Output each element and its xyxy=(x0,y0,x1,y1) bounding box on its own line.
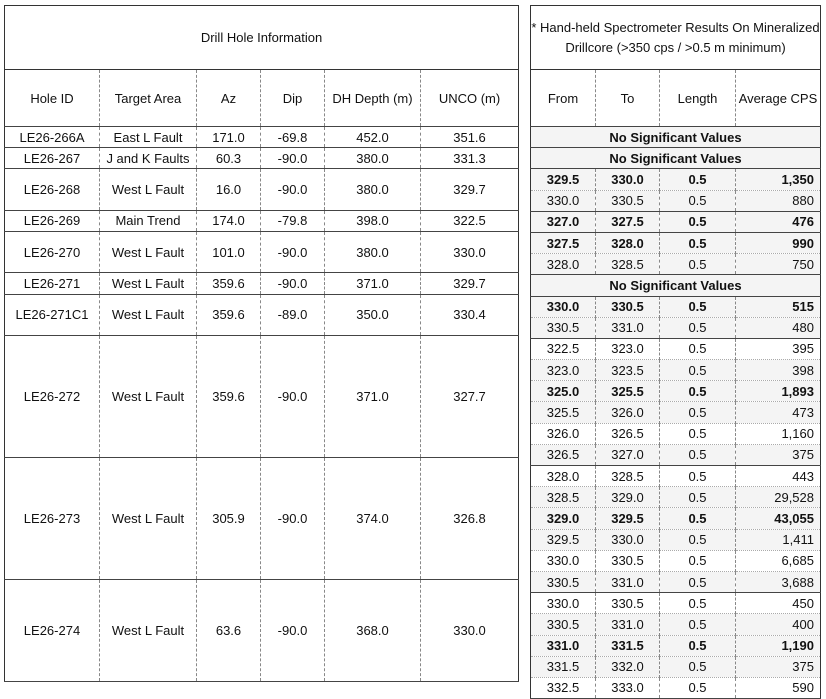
result-row xyxy=(531,614,821,635)
result-cps: 450 xyxy=(736,593,821,614)
result-length: 0.5 xyxy=(660,338,736,359)
result-cps: 473 xyxy=(736,402,821,423)
result-to: 329.5 xyxy=(596,508,660,529)
table-cell: 63.6 xyxy=(197,580,261,682)
table-cell: West L Fault xyxy=(100,294,197,335)
result-cps: 443 xyxy=(736,466,821,487)
table-cell: 101.0 xyxy=(197,231,261,272)
result-cps: 375 xyxy=(736,444,821,465)
table-cell: LE26-271C1 xyxy=(5,294,100,335)
result-cps: 1,160 xyxy=(736,423,821,444)
column-header: Length xyxy=(660,70,736,127)
spectrometer-title: * Hand-held Spectrometer Results On Mineralized Drillcore (>350 cps / >0.5 m minimum) xyxy=(531,6,821,70)
result-length: 0.5 xyxy=(660,423,736,444)
table-row xyxy=(531,127,821,148)
no-significant-values: No Significant Values xyxy=(531,275,821,296)
result-to: 330.5 xyxy=(596,593,660,614)
table-row xyxy=(531,148,821,169)
result-row xyxy=(531,677,821,698)
result-from: 331.5 xyxy=(531,656,596,677)
result-length: 0.5 xyxy=(660,656,736,677)
table-cell: West L Fault xyxy=(100,231,197,272)
table-cell: West L Fault xyxy=(100,580,197,682)
result-from: 325.0 xyxy=(531,381,596,402)
result-row xyxy=(531,423,821,444)
result-from: 330.5 xyxy=(531,614,596,635)
result-from: 331.0 xyxy=(531,635,596,656)
result-from: 326.5 xyxy=(531,444,596,465)
result-cps: 476 xyxy=(736,211,821,232)
header-row xyxy=(531,70,821,127)
result-from: 326.0 xyxy=(531,423,596,444)
no-significant-values: No Significant Values xyxy=(531,148,821,169)
result-cps: 480 xyxy=(736,317,821,338)
table-cell: East L Fault xyxy=(100,127,197,148)
result-length: 0.5 xyxy=(660,614,736,635)
table-cell: West L Fault xyxy=(100,458,197,580)
result-cps: 750 xyxy=(736,254,821,275)
table-cell: 380.0 xyxy=(325,169,421,210)
result-from: 330.0 xyxy=(531,296,596,317)
column-header: Dip xyxy=(261,70,325,127)
result-row xyxy=(531,360,821,381)
table-cell: 60.3 xyxy=(197,148,261,169)
column-header: UNCO (m) xyxy=(421,70,519,127)
result-from: 323.0 xyxy=(531,360,596,381)
result-length: 0.5 xyxy=(660,232,736,253)
result-length: 0.5 xyxy=(660,487,736,508)
column-header: Az xyxy=(197,70,261,127)
table-cell: -90.0 xyxy=(261,148,325,169)
result-to: 331.0 xyxy=(596,571,660,592)
result-to: 327.5 xyxy=(596,211,660,232)
table-cell: -69.8 xyxy=(261,127,325,148)
table-cell: 174.0 xyxy=(197,210,261,231)
result-row xyxy=(531,211,821,232)
table-cell: 330.0 xyxy=(421,231,519,272)
result-to: 330.0 xyxy=(596,169,660,190)
result-to: 327.0 xyxy=(596,444,660,465)
table-cell: 331.3 xyxy=(421,148,519,169)
result-cps: 515 xyxy=(736,296,821,317)
header-row xyxy=(5,70,519,127)
result-from: 325.5 xyxy=(531,402,596,423)
result-row xyxy=(531,635,821,656)
result-length: 0.5 xyxy=(660,571,736,592)
drill-hole-title: Drill Hole Information xyxy=(5,6,519,70)
result-to: 330.5 xyxy=(596,190,660,211)
result-length: 0.5 xyxy=(660,402,736,423)
table-cell: LE26-274 xyxy=(5,580,100,682)
table-cell: 330.4 xyxy=(421,294,519,335)
table-cell: 380.0 xyxy=(325,231,421,272)
result-row xyxy=(531,656,821,677)
table-cell: 371.0 xyxy=(325,273,421,294)
result-to: 325.5 xyxy=(596,381,660,402)
result-row xyxy=(531,169,821,190)
table-cell: 322.5 xyxy=(421,210,519,231)
result-row xyxy=(531,487,821,508)
result-cps: 990 xyxy=(736,232,821,253)
table-cell: -90.0 xyxy=(261,335,325,457)
table-cell: LE26-266A xyxy=(5,127,100,148)
result-length: 0.5 xyxy=(660,444,736,465)
table-cell: LE26-273 xyxy=(5,458,100,580)
table-cell: 16.0 xyxy=(197,169,261,210)
result-length: 0.5 xyxy=(660,677,736,698)
result-cps: 1,411 xyxy=(736,529,821,550)
table-row xyxy=(5,273,519,294)
table-cell: -90.0 xyxy=(261,273,325,294)
result-cps: 6,685 xyxy=(736,550,821,571)
table-cell: 171.0 xyxy=(197,127,261,148)
table-cell: LE26-270 xyxy=(5,231,100,272)
table-cell: -90.0 xyxy=(261,169,325,210)
result-cps: 400 xyxy=(736,614,821,635)
result-length: 0.5 xyxy=(660,254,736,275)
result-from: 330.0 xyxy=(531,593,596,614)
result-row xyxy=(531,529,821,550)
table-row xyxy=(5,169,519,210)
table-cell: 452.0 xyxy=(325,127,421,148)
table-cell: LE26-272 xyxy=(5,335,100,457)
result-to: 330.0 xyxy=(596,529,660,550)
table-cell: -89.0 xyxy=(261,294,325,335)
table-cell: -90.0 xyxy=(261,580,325,682)
result-to: 332.0 xyxy=(596,656,660,677)
result-to: 323.5 xyxy=(596,360,660,381)
result-to: 331.0 xyxy=(596,614,660,635)
result-row xyxy=(531,296,821,317)
result-from: 328.0 xyxy=(531,466,596,487)
table-cell: 368.0 xyxy=(325,580,421,682)
table-cell: 326.8 xyxy=(421,458,519,580)
result-row xyxy=(531,550,821,571)
result-row xyxy=(531,254,821,275)
no-significant-values: No Significant Values xyxy=(531,127,821,148)
result-from: 327.0 xyxy=(531,211,596,232)
result-cps: 1,190 xyxy=(736,635,821,656)
result-length: 0.5 xyxy=(660,360,736,381)
result-row xyxy=(531,317,821,338)
result-from: 329.5 xyxy=(531,529,596,550)
table-cell: LE26-268 xyxy=(5,169,100,210)
result-to: 328.5 xyxy=(596,254,660,275)
result-cps: 590 xyxy=(736,677,821,698)
result-from: 329.0 xyxy=(531,508,596,529)
result-length: 0.5 xyxy=(660,169,736,190)
table-row xyxy=(5,210,519,231)
result-from: 322.5 xyxy=(531,338,596,359)
result-row xyxy=(531,190,821,211)
column-header: From xyxy=(531,70,596,127)
table-cell: West L Fault xyxy=(100,169,197,210)
result-row xyxy=(531,466,821,487)
table-cell: 305.9 xyxy=(197,458,261,580)
table-row xyxy=(5,127,519,148)
result-row xyxy=(531,402,821,423)
result-to: 330.5 xyxy=(596,550,660,571)
result-from: 328.0 xyxy=(531,254,596,275)
result-length: 0.5 xyxy=(660,508,736,529)
table-cell: 351.6 xyxy=(421,127,519,148)
result-row xyxy=(531,444,821,465)
result-from: 330.5 xyxy=(531,317,596,338)
table-cell: J and K Faults xyxy=(100,148,197,169)
table-cell: LE26-269 xyxy=(5,210,100,231)
result-cps: 29,528 xyxy=(736,487,821,508)
result-length: 0.5 xyxy=(660,190,736,211)
result-from: 329.5 xyxy=(531,169,596,190)
result-row xyxy=(531,571,821,592)
column-header: To xyxy=(596,70,660,127)
table-cell: West L Fault xyxy=(100,335,197,457)
result-cps: 395 xyxy=(736,338,821,359)
table-row xyxy=(5,231,519,272)
result-length: 0.5 xyxy=(660,211,736,232)
table-cell: Main Trend xyxy=(100,210,197,231)
column-header: Average CPS xyxy=(736,70,821,127)
result-to: 330.5 xyxy=(596,296,660,317)
column-header: DH Depth (m) xyxy=(325,70,421,127)
table-cell: 374.0 xyxy=(325,458,421,580)
result-from: 327.5 xyxy=(531,232,596,253)
table-cell: 359.6 xyxy=(197,335,261,457)
result-cps: 1,350 xyxy=(736,169,821,190)
table-cell: 359.6 xyxy=(197,273,261,294)
table-cell: 359.6 xyxy=(197,294,261,335)
result-length: 0.5 xyxy=(660,529,736,550)
result-length: 0.5 xyxy=(660,550,736,571)
result-cps: 3,688 xyxy=(736,571,821,592)
result-to: 331.0 xyxy=(596,317,660,338)
result-length: 0.5 xyxy=(660,593,736,614)
spectrometer-results-table xyxy=(530,5,821,699)
result-to: 328.0 xyxy=(596,232,660,253)
drill-hole-table xyxy=(4,5,519,682)
result-to: 329.0 xyxy=(596,487,660,508)
column-header: Target Area xyxy=(100,70,197,127)
table-cell: 398.0 xyxy=(325,210,421,231)
result-length: 0.5 xyxy=(660,466,736,487)
table-cell: 380.0 xyxy=(325,148,421,169)
table-cell: LE26-271 xyxy=(5,273,100,294)
result-from: 328.5 xyxy=(531,487,596,508)
result-to: 326.5 xyxy=(596,423,660,444)
result-cps: 43,055 xyxy=(736,508,821,529)
result-cps: 375 xyxy=(736,656,821,677)
result-cps: 1,893 xyxy=(736,381,821,402)
table-cell: West L Fault xyxy=(100,273,197,294)
table-cell: -90.0 xyxy=(261,458,325,580)
table-row xyxy=(5,458,519,580)
result-to: 331.5 xyxy=(596,635,660,656)
column-header: Hole ID xyxy=(5,70,100,127)
result-to: 323.0 xyxy=(596,338,660,359)
table-cell: 327.7 xyxy=(421,335,519,457)
table-cell: 329.7 xyxy=(421,273,519,294)
result-from: 332.5 xyxy=(531,677,596,698)
result-row xyxy=(531,338,821,359)
result-to: 333.0 xyxy=(596,677,660,698)
table-row xyxy=(5,148,519,169)
table-cell: 329.7 xyxy=(421,169,519,210)
result-cps: 398 xyxy=(736,360,821,381)
result-cps: 880 xyxy=(736,190,821,211)
table-cell: 371.0 xyxy=(325,335,421,457)
result-from: 330.5 xyxy=(531,571,596,592)
result-length: 0.5 xyxy=(660,296,736,317)
table-row xyxy=(5,580,519,682)
result-row xyxy=(531,381,821,402)
result-row xyxy=(531,508,821,529)
table-cell: -79.8 xyxy=(261,210,325,231)
result-to: 328.5 xyxy=(596,466,660,487)
result-length: 0.5 xyxy=(660,635,736,656)
table-row xyxy=(531,275,821,296)
result-length: 0.5 xyxy=(660,381,736,402)
table-row xyxy=(5,335,519,457)
result-row xyxy=(531,232,821,253)
result-row xyxy=(531,593,821,614)
table-cell: 330.0 xyxy=(421,580,519,682)
table-cell: LE26-267 xyxy=(5,148,100,169)
result-length: 0.5 xyxy=(660,317,736,338)
table-cell: -90.0 xyxy=(261,231,325,272)
result-to: 326.0 xyxy=(596,402,660,423)
result-from: 330.0 xyxy=(531,550,596,571)
result-from: 330.0 xyxy=(531,190,596,211)
table-row xyxy=(5,294,519,335)
table-cell: 350.0 xyxy=(325,294,421,335)
